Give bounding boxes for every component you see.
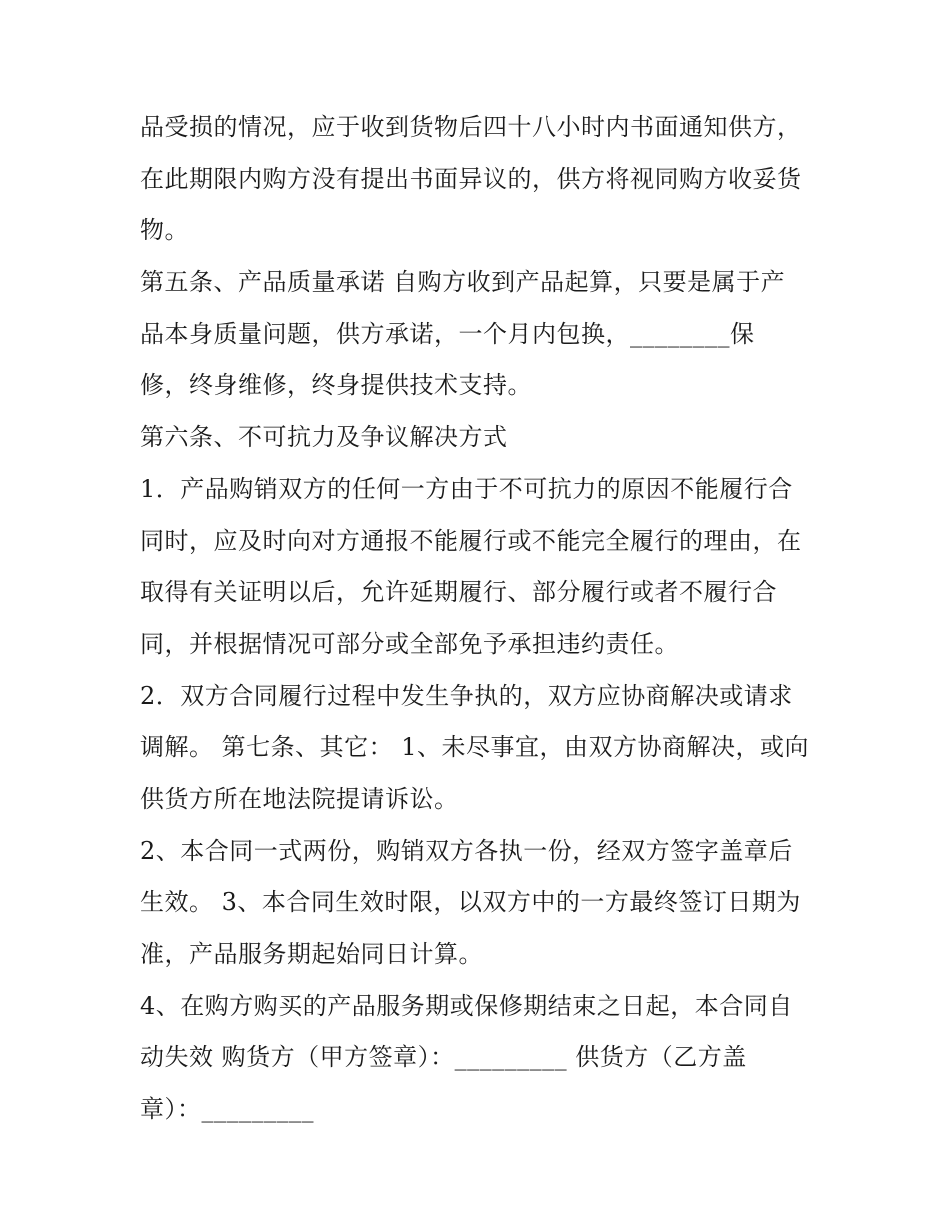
text-line: 1．产品购销双方的任何一方由于不可抗力的原因不能履行合 — [140, 474, 793, 503]
text-line: 2．双方合同履行过程中发生争执的，双方应协商解决或请求 — [140, 681, 793, 710]
text-line: 修，终身维修，终身提供技术支持。 — [140, 371, 532, 400]
text-line: 4、在购方购买的产品服务期或保修期结束之日起，本合同自 — [140, 991, 793, 1020]
text-line: 第五条、产品质量承诺 自购方收到产品起算，只要是属于产 — [140, 268, 786, 297]
text-line: 物。 — [140, 216, 189, 245]
text-line: 在此期限内购方没有提出书面异议的，供方将视同购方收妥货 — [140, 164, 802, 193]
text-line: 调解。 第七条、其它： 1、未尽事宜，由双方协商解决，或向 — [140, 733, 810, 762]
text-line: 供货方所在地法院提请诉讼。 — [140, 784, 459, 813]
section-heading: 第六条、不可抗力及争议解决方式 — [140, 423, 508, 452]
signature-line: 章）：_________ — [140, 1095, 314, 1124]
text-line: 生效。 3、本合同生效时限，以双方中的一方最终签订日期为 — [140, 888, 801, 917]
signature-line: 动失效 购货方（甲方签章）：_________ 供货方（乙方盖 — [140, 1043, 747, 1072]
text-line: 2、本合同一式两份，购销双方各执一份，经双方签字盖章后 — [140, 836, 793, 865]
contract-text — [140, 102, 820, 1136]
text-line: 取得有关证明以后，允许延期履行、部分履行或者不履行合 — [140, 578, 777, 607]
text-line: 同，并根据情况可部分或全部免予承担违约责任。 — [140, 629, 679, 658]
text-line: 品本身质量问题，供方承诺，一个月内包换，________保 — [140, 319, 755, 348]
text-line: 准，产品服务期起始同日计算。 — [140, 940, 483, 968]
text-line: 品受损的情况，应于收到货物后四十八小时内书面通知供方， — [140, 113, 802, 141]
text-line: 同时，应及时向对方通报不能履行或不能完全履行的理由，在 — [140, 526, 802, 555]
